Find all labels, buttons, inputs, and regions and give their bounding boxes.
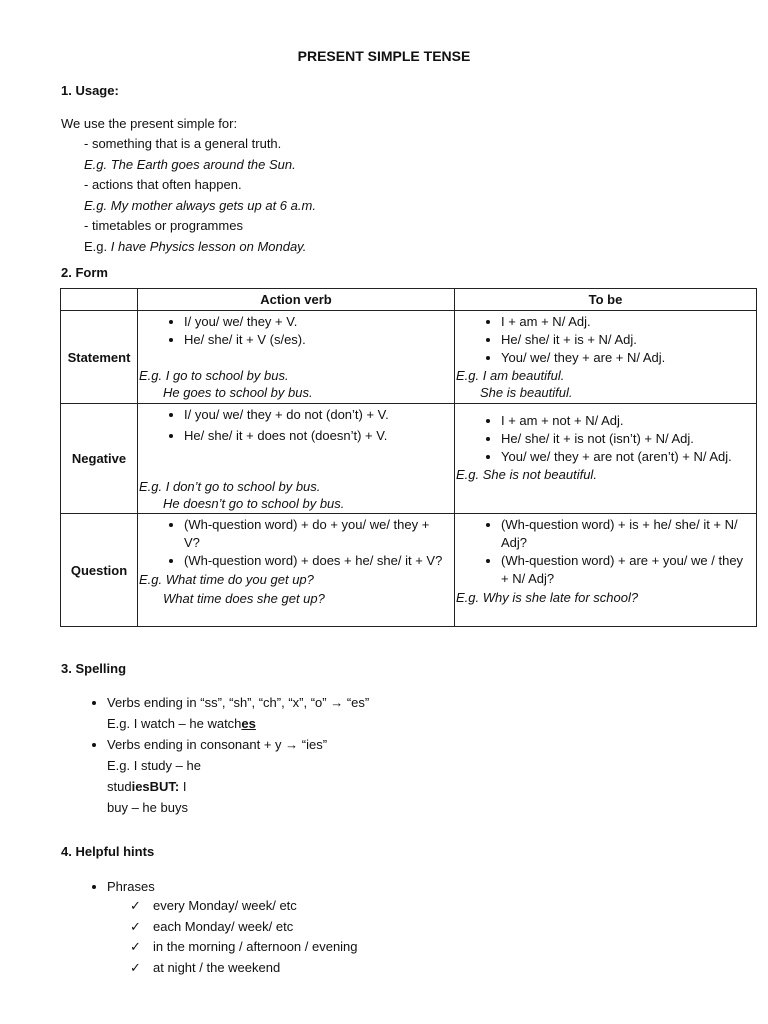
check-item-text: every Monday/ week/ etc <box>153 898 297 913</box>
usage-line: - actions that often happen. <box>84 177 242 192</box>
spelling-rule-text: Verbs ending in “ss”, “sh”, “ch”, “x”, “o” → “es” <box>107 695 370 710</box>
example-line: He doesn’t go to school by bus. <box>163 496 345 511</box>
question-action-list <box>138 516 454 570</box>
example-line: She is beautiful. <box>480 385 573 400</box>
spelling-rule <box>107 692 467 734</box>
list-item: • (Wh-question word) + does + he/ she/ it + V? <box>184 552 448 570</box>
check-item-text: each Monday/ week/ etc <box>153 918 294 934</box>
list-item: • He/ she/ it + V (s/es). <box>184 331 454 349</box>
usage-heading: 1. Usage: <box>61 83 119 98</box>
form-table <box>60 288 757 627</box>
usage-last-prefix: E.g. <box>84 239 111 254</box>
question-tobe-cell <box>455 514 757 627</box>
usage-intro: We use the present simple for: <box>61 116 238 131</box>
spelling-rule-text: Verbs ending in consonant + y → “ies” <box>107 737 328 752</box>
check-item <box>130 917 358 938</box>
list-item: • He/ she/ it + is not (isn’t) + N/ Adj. <box>501 430 738 448</box>
check-item <box>130 937 358 958</box>
spelling-example-line: E.g. I study – he <box>107 758 201 773</box>
check-icon: ✓ <box>130 918 141 934</box>
statement-tobe-example <box>455 367 756 401</box>
example-line: E.g. What time do you get up? <box>139 572 314 587</box>
statement-tobe-cell <box>455 311 757 404</box>
statement-tobe-list <box>455 313 756 367</box>
question-action-example <box>138 570 454 608</box>
list-item: • (Wh-question word) + is + he/ she/ it + N/ Adj? <box>501 516 750 552</box>
negative-tobe-list <box>455 412 756 466</box>
list-item: • I/ you/ we/ they + do not (don’t) + V. <box>184 406 454 424</box>
negative-action-cell <box>138 404 455 514</box>
spelling-example-suffix: es <box>241 716 256 731</box>
spelling-list <box>84 692 467 818</box>
example-line: E.g. She is not beautiful. <box>456 467 597 482</box>
spelling-example-line: buy – he buys <box>107 800 188 815</box>
check-item <box>130 896 358 917</box>
statement-action-list <box>138 313 454 349</box>
example-line: E.g. I am beautiful. <box>456 368 565 383</box>
statement-action-example <box>138 367 454 401</box>
hints-checklist <box>130 896 358 978</box>
example-line: E.g. Why is she late for school? <box>456 590 639 605</box>
example-line: E.g. I go to school by bus. <box>139 368 289 383</box>
example-line: E.g. I don’t go to school by bus. <box>139 479 321 494</box>
usage-line: - something that is a general truth. <box>84 136 282 151</box>
page-title: PRESENT SIMPLE TENSE <box>297 48 471 64</box>
check-icon: ✓ <box>130 959 141 975</box>
column-header-action: Action verb <box>138 289 455 311</box>
usage-line-last <box>84 239 306 254</box>
check-item-text: in the morning / afternoon / evening <box>153 939 358 954</box>
column-header-tobe: To be <box>455 289 757 311</box>
spelling-example-after: I <box>179 779 187 794</box>
negative-tobe-example <box>455 466 756 483</box>
check-item <box>130 958 358 979</box>
question-tobe-list <box>455 516 756 588</box>
question-action-cell <box>138 514 455 627</box>
form-heading: 2. Form <box>61 265 108 280</box>
question-tobe-example <box>455 588 756 607</box>
row-label-negative: Negative <box>61 404 138 514</box>
statement-action-cell <box>138 311 455 404</box>
spelling-rule <box>107 734 467 818</box>
usage-line: E.g. The Earth goes around the Sun. <box>84 157 296 172</box>
table-corner-cell <box>61 289 138 311</box>
spelling-heading: 3. Spelling <box>61 661 127 676</box>
check-item-text: at night / the weekend <box>153 959 281 975</box>
check-icon: ✓ <box>130 898 141 913</box>
usage-line: - timetables or programmes <box>84 218 243 233</box>
list-item: • You/ we/ they + are + N/ Adj. <box>501 349 756 367</box>
list-item: • (Wh-question word) + are + you/ we / they + N/ Adj? <box>501 552 750 588</box>
list-item: • He/ she/ it + does not (doesn’t) + V. <box>184 427 454 445</box>
list-item: • I + am + N/ Adj. <box>501 313 756 331</box>
spelling-example-prefix: E.g. I watch – he watch <box>107 716 242 731</box>
row-label-statement: Statement <box>61 311 138 404</box>
hints-list <box>84 876 155 897</box>
negative-action-list <box>138 406 454 445</box>
hints-heading: 4. Helpful hints <box>61 844 155 859</box>
list-item: • You/ we/ they + are not (aren’t) + N/ Adj. <box>501 448 738 466</box>
usage-last-example: I have Physics lesson on Monday. <box>110 239 307 254</box>
spelling-example-bold: iesBUT: <box>131 779 180 794</box>
check-icon: ✓ <box>130 939 141 954</box>
negative-tobe-cell <box>455 404 757 514</box>
spelling-example-stem: stud <box>107 779 132 794</box>
example-line: He goes to school by bus. <box>163 385 313 400</box>
negative-action-example <box>138 478 454 512</box>
usage-line: E.g. My mother always gets up at 6 a.m. <box>84 198 316 213</box>
example-line: What time does she get up? <box>163 591 325 606</box>
row-label-question: Question <box>61 514 138 627</box>
list-item: • He/ she/ it + is + N/ Adj. <box>501 331 756 349</box>
hints-bullet: • Phrases <box>107 876 155 897</box>
list-item: • I + am + not + N/ Adj. <box>501 412 738 430</box>
list-item: • (Wh-question word) + do + you/ we/ they + V? <box>184 516 448 552</box>
list-item: • I/ you/ we/ they + V. <box>184 313 454 331</box>
